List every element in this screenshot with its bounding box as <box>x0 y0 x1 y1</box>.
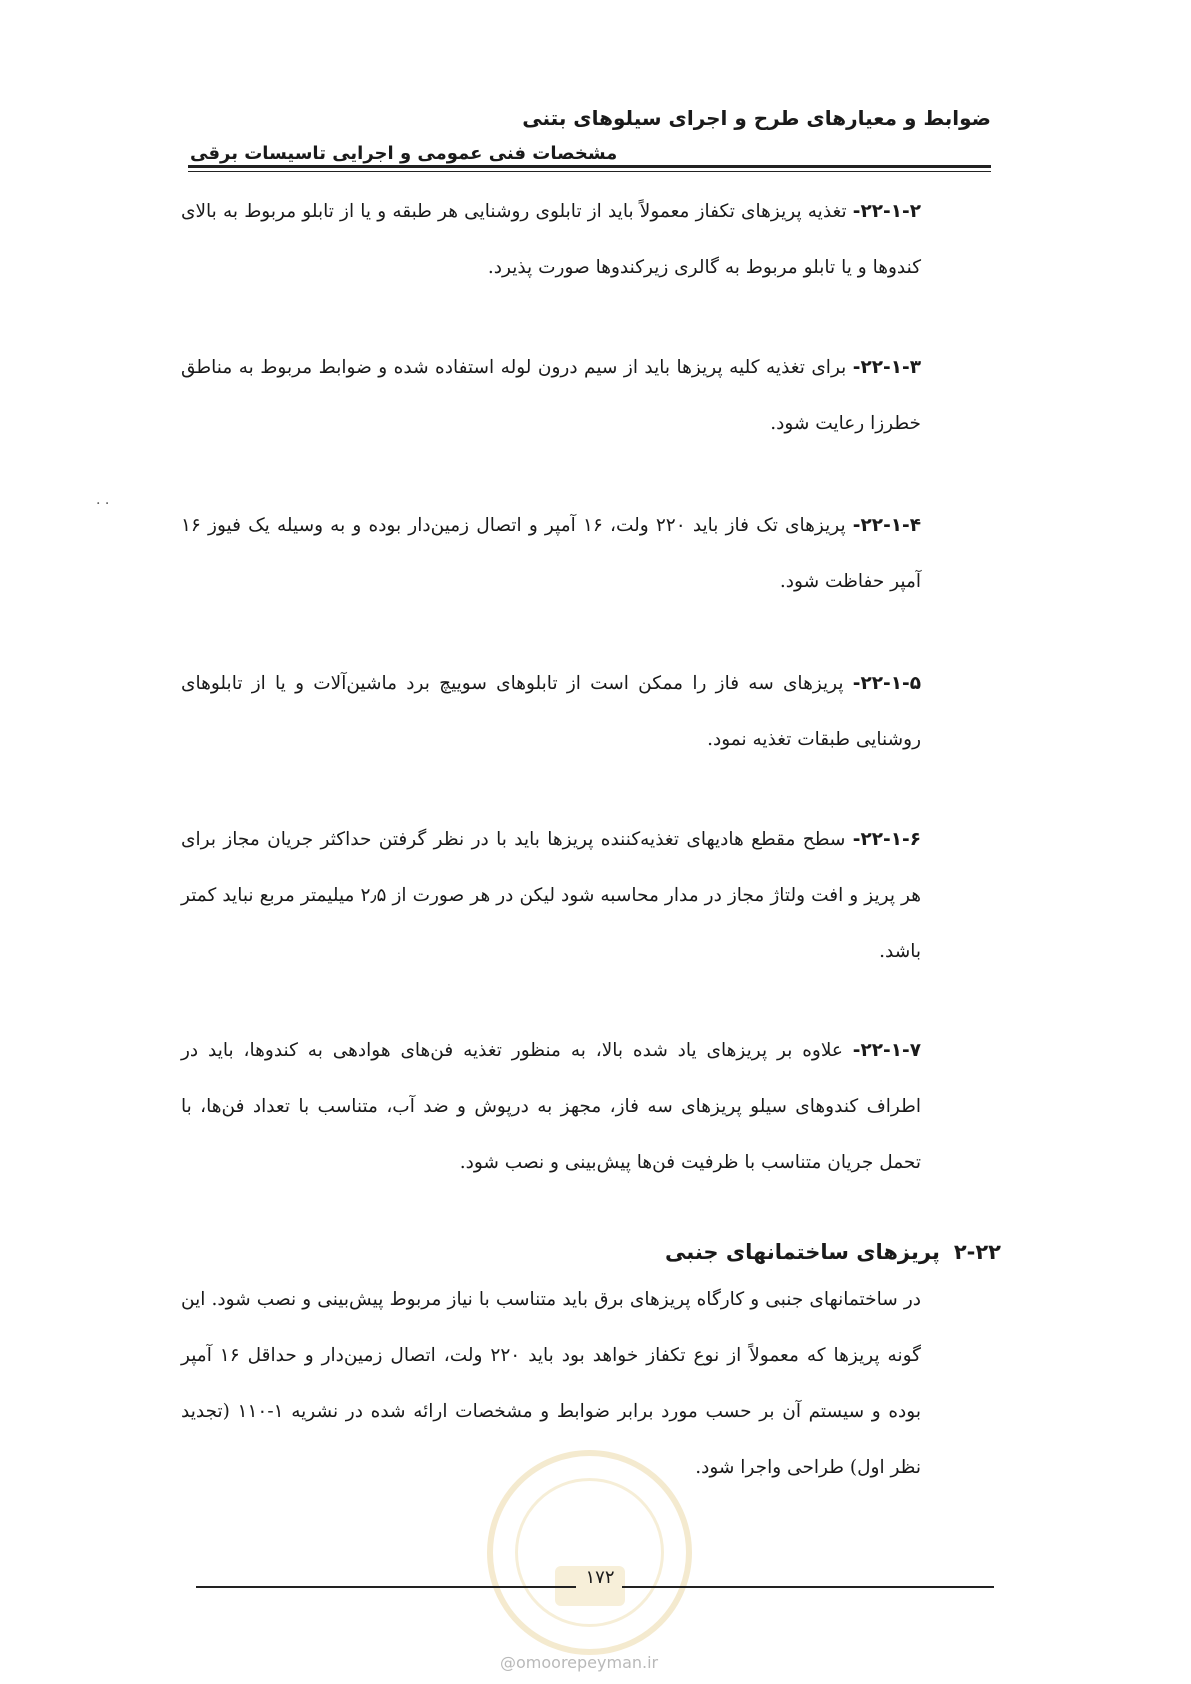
clause-22-1-5 <box>181 656 921 768</box>
clause-text: برای تغذیه کلیه پریزها باید از سیم درون لوله استفاده شده و ضوابط مربوط به مناطق خطرزا رعایت شود. <box>181 357 921 434</box>
header-rule-thick <box>188 165 991 168</box>
page-number: ۱۷۲ <box>585 1567 615 1588</box>
clause-number: ۲۲-۱-۷- <box>852 1040 921 1061</box>
clause-number: ۲۲-۱-۴- <box>852 515 922 536</box>
section-number: ۲-۲۲ <box>953 1240 1001 1264</box>
margin-mark: . . <box>96 492 110 508</box>
running-header-title: ضوابط و معیارهای طرح و اجرای سیلوهای بتنی <box>522 106 991 130</box>
clause-text: علاوه بر پریزهای یاد شده بالا، به منظور تغذیه فن‌های هوادهی به کندوها، باید در اطراف کندوهای سیلو پریزهای سه فاز، مجهز به درپوش و ضد آب، متناسب با تعداد فن‌ها، با تحمل جریان متناسب با ظرفیت فن‌ها پیش‌بینی و نصب شود. <box>181 1040 921 1173</box>
section-body: در ساختمانهای جنبی و کارگاه پریزهای برق باید متناسب با نیاز مربوط پیش‌بینی و نصب شود. این گونه پریزها که معمولاً از نوع تکفاز خواهد بود باید ۲۲۰ ولت، اتصال زمین‌دار و حداقل ۱۶ آمپر بوده و سیستم آن بر حسب مورد برابر ضوابط و مشخصات ارائه شده در نشریه ۱-۱۱۰ (تجدید نظر اول) طراحی واجرا شود. <box>181 1289 921 1478</box>
section-heading <box>665 1240 1001 1264</box>
clause-text: پریزهای تک فاز باید ۲۲۰ ولت، ۱۶ آمپر و اتصال زمین‌دار بوده و به وسیله یک فیوز ۱۶ آمپر حفاظت شود. <box>181 515 921 592</box>
clause-number: ۲۲-۱-۲- <box>852 201 921 222</box>
clause-text: پریزهای سه فاز را ممکن است از تابلوهای سوییچ برد ماشین‌آلات و یا از تابلوهای روشنایی طبقات تغذیه نمود. <box>181 673 921 750</box>
clause-text: سطح مقطع هادیهای تغذیه‌کننده پریزها باید با در نظر گرفتن حداکثر جریان مجاز برای هر پریز و افت ولتاژ مجاز در مدار محاسبه شود لیکن در هر صورت از ۲٫۵ میلیمتر مربع نباید کمتر باشد. <box>181 829 921 962</box>
site-watermark: @omoorepeyman.ir <box>500 1653 659 1672</box>
clause-number: ۲۲-۱-۳- <box>852 357 921 378</box>
clause-22-1-4 <box>181 498 921 610</box>
publisher-seal-watermark <box>487 1450 692 1655</box>
footer-rule-left <box>196 1586 576 1588</box>
clause-22-1-7 <box>181 1023 921 1191</box>
section-title: پریزهای ساختمانهای جنبی <box>665 1240 940 1264</box>
clause-22-1-2 <box>181 184 921 296</box>
footer-rule-right <box>622 1586 994 1588</box>
header-rule-thin <box>188 171 991 172</box>
running-header-subtitle: مشخصات فنی عمومی و اجرایی تاسیسات برقی <box>190 143 618 164</box>
clause-number: ۲۲-۱-۵- <box>852 673 921 694</box>
clause-22-1-3 <box>181 340 921 452</box>
clause-number: ۲۲-۱-۶- <box>852 829 921 850</box>
clause-text: تغذیه پریزهای تکفاز معمولاً باید از تابلوی روشنایی هر طبقه و یا از تابلو مربوط به بالای کندوها و یا تابلو مربوط به گالری زیرکندوها صورت پذیرد. <box>181 201 921 278</box>
clause-22-1-6 <box>181 812 921 980</box>
